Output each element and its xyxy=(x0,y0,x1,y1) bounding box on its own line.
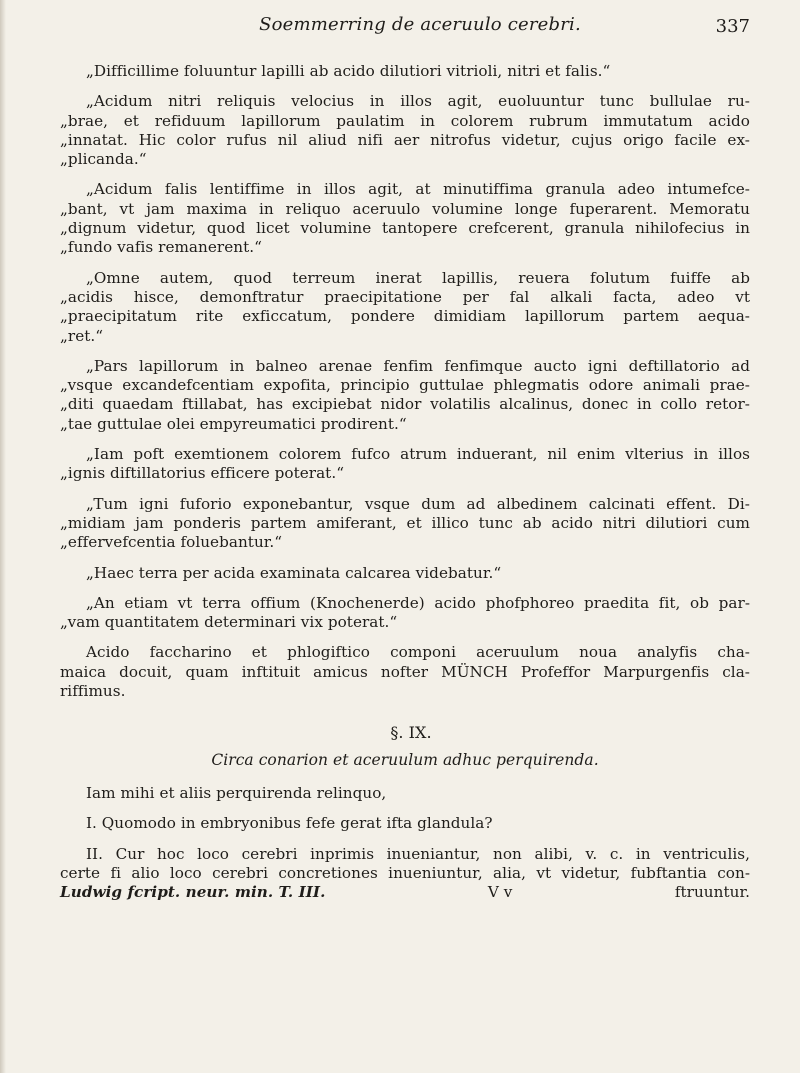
section-title: Circa conarion et aceruulum adhuc perquirenda. xyxy=(211,750,599,769)
text-line: maica docuit, quam inftituit amicus nofter MÜNCH Profeffor Marpurgenfis cla- xyxy=(60,662,750,681)
text-line: Iam mihi et aliis perquirenda relinquo, xyxy=(86,783,387,802)
text-line: certe fi alio loco cerebri concretiones inueniuntur, alia, vt videtur, fubftantia con- xyxy=(60,863,750,882)
text-line: „ret.“ xyxy=(60,326,104,345)
text-line: „Pars lapillorum in balneo arenae fenfim fenfimque aucto igni deftillatorio ad xyxy=(86,356,750,375)
paragraph-11 xyxy=(60,784,750,803)
paragraph-2 xyxy=(60,92,750,169)
paragraph-6 xyxy=(60,445,750,484)
text-line: „Difficillime foluuntur lapilli ab acido dilutiori vitrioli, nitri et falis.“ xyxy=(86,62,611,80)
text-line: „fundo vafis remanerent.“ xyxy=(60,238,262,257)
page-number: 337 xyxy=(715,16,750,37)
text-line: „innatat. Hic color rufus nil aliud nifi aer nitrofus videtur, cujus origo facile ex- xyxy=(60,130,750,149)
text-line: „Iam poft exemtionem colorem fufco atrum induerant, nil enim vlterius in illos xyxy=(86,445,750,464)
text-line: „diti quaedam ftillabat, has excipiebat nidor volatilis alcalinus, donec in collo retor- xyxy=(60,395,750,414)
text-line: „Acidum falis lentiffime in illos agit, at minutiffima granula adeo intumefce- xyxy=(86,180,750,199)
text-line: „ignis diftillatorius efficere poterat.“ xyxy=(60,464,345,483)
paragraph-12 xyxy=(60,814,750,833)
text-line: „Tum igni fuforio exponebantur, vsque dum ad albedinem calcinati effent. Di- xyxy=(86,494,750,513)
paragraph-9 xyxy=(60,594,750,633)
text-line: „brae, et refiduum lapillorum paulatim in colorem rubrum immutatum acido xyxy=(60,111,750,130)
text-line: I. Quomodo in embryonibus fefe gerat ifta glandula? xyxy=(86,814,493,833)
text-line: „vam quantitatem determinari vix poterat.“ xyxy=(60,613,398,632)
paragraph-4 xyxy=(60,269,750,346)
text-line: „effervefcentia foluebantur.“ xyxy=(60,533,283,552)
footer-note: Ludwig fcript. neur. min. T. III. xyxy=(60,883,326,902)
text-line: „An etiam vt terra offium (Knochenerde) acido phofphoreo praedita fit, ob par- xyxy=(86,593,750,612)
paragraph-7 xyxy=(60,495,750,553)
page-body xyxy=(60,62,750,902)
text-line: „plicanda.“ xyxy=(60,150,147,169)
page-edge-shadow xyxy=(0,0,6,1073)
catchword: ftruuntur. xyxy=(674,883,750,902)
text-line: „Haec terra per acida examinata calcarea videbatur.“ xyxy=(86,563,502,582)
text-line: „bant, vt jam maxima in reliquo aceruulo volumine longe fuperarent. Memoratu xyxy=(60,199,750,218)
text-line: riffimus. xyxy=(60,682,126,701)
text-line: II. Cur hoc loco cerebri inprimis inueniantur, non alibi, v. c. in ventriculis, xyxy=(86,844,750,863)
page-footer xyxy=(60,883,750,902)
paragraph-8 xyxy=(60,564,750,583)
paragraph-10 xyxy=(60,643,750,701)
paragraph-3 xyxy=(60,180,750,257)
paragraph-5 xyxy=(60,357,750,434)
paragraph-13 xyxy=(60,845,750,884)
page-header xyxy=(60,10,750,40)
text-line: „Omne autem, quod terreum inerat lapillis, reuera folutum fuiffe ab xyxy=(86,268,750,287)
section-number: §. IX. xyxy=(390,723,432,743)
text-line: Acido faccharino et phlogiftico componi aceruulum noua analyfis cha- xyxy=(86,643,750,662)
text-line: „midiam jam ponderis partem amiferant, et illico tunc ab acido nitri dilutiori cum xyxy=(60,513,750,532)
signature-mark: V v xyxy=(487,883,513,902)
text-line: „dignum videtur, quod licet volumine tantopere crefcerent, granula nihilofecius in xyxy=(60,219,750,238)
text-line: „praecipitatum rite exficcatum, pondere dimidiam lapillorum partem aequa- xyxy=(60,307,750,326)
running-title: Soemmerring de aceruulo cerebri. xyxy=(259,14,581,35)
text-line: „Acidum nitri reliquis velocius in illos agit, euoluuntur tunc bullulae ru- xyxy=(86,92,750,111)
text-line: „vsque excandefcentiam expofita, principio guttulae phlegmatis odore animali prae- xyxy=(60,376,750,395)
text-line: „acidis hisce, demonftratur praecipitatione per fal alkali facta, adeo vt xyxy=(60,287,750,306)
paragraph-1 xyxy=(60,62,750,81)
text-line: „tae guttulae olei empyreumatici prodirent.“ xyxy=(60,414,407,433)
